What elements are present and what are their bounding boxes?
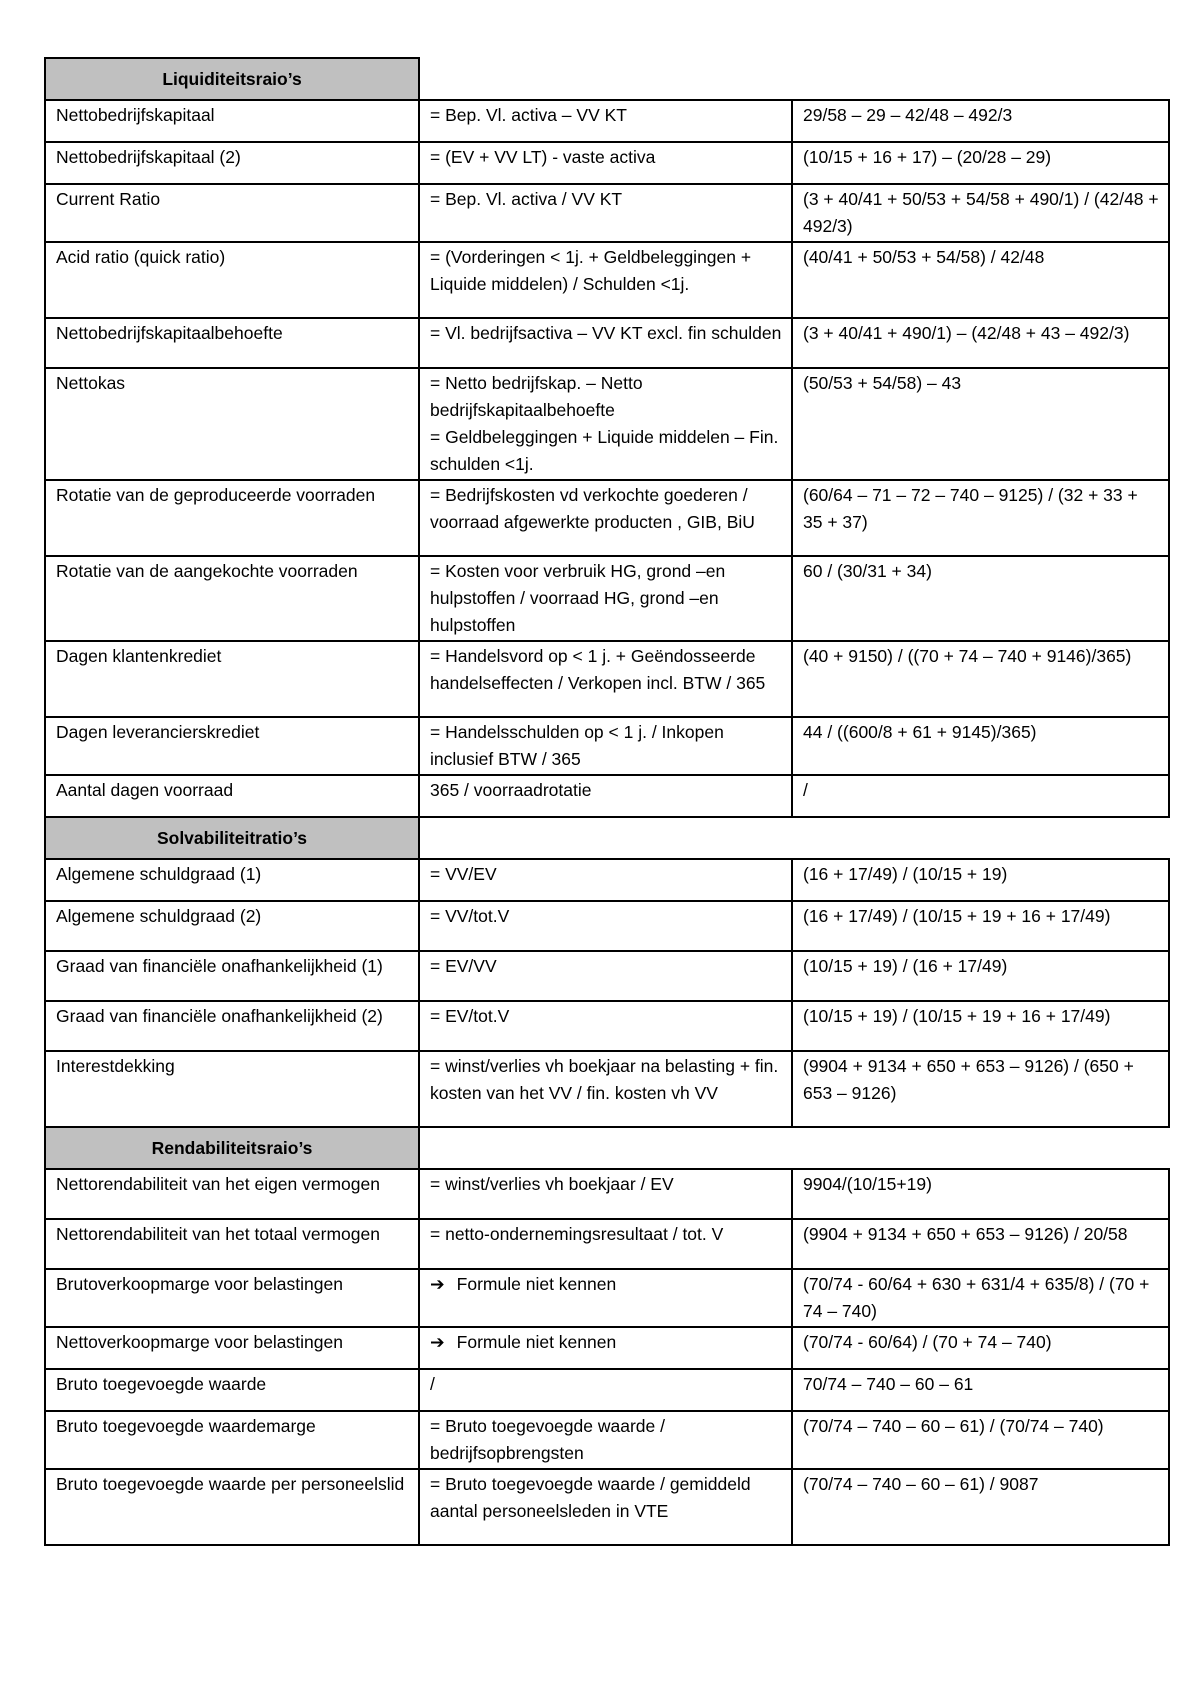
ratio-row: [45, 1369, 1169, 1411]
ratio-account-codes: (60/64 – 71 – 72 – 740 – 9125) / (32 + 33 + 35 + 37): [792, 480, 1169, 556]
ratio-formula: [419, 242, 792, 318]
section-header: [45, 1127, 1169, 1169]
ratio-formula: [419, 368, 792, 480]
ratio-account-codes: 60 / (30/31 + 34): [792, 556, 1169, 641]
ratio-formula: [419, 1469, 792, 1545]
ratio-name: Graad van financiële onafhankelijkheid (2): [45, 1001, 419, 1051]
ratio-account-codes: (70/74 - 60/64 + 630 + 631/4 + 635/8) / (70 + 74 – 740): [792, 1269, 1169, 1327]
ratio-account-codes: (50/53 + 54/58) – 43: [792, 368, 1169, 480]
ratio-account-codes: (9904 + 9134 + 650 + 653 – 9126) / 20/58: [792, 1219, 1169, 1269]
formula-line: = Vl. bedrijfsactiva – VV KT excl. fin schulden: [430, 323, 782, 343]
ratio-row: [45, 717, 1169, 775]
ratio-account-codes: (10/15 + 19) / (16 + 17/49): [792, 951, 1169, 1001]
ratio-row: [45, 1327, 1169, 1369]
formula-line: Formule niet kennen: [456, 1274, 617, 1294]
ratio-name: Graad van financiële onafhankelijkheid (1): [45, 951, 419, 1001]
formula-line: = VV/tot.V: [430, 906, 510, 926]
ratio-formula: [419, 1169, 792, 1219]
ratio-row: [45, 556, 1169, 641]
formula-line: = Bruto toegevoegde waarde / gemiddeld aantal personeelsleden in VTE: [430, 1474, 751, 1521]
ratio-name: Algemene schuldgraad (2): [45, 901, 419, 951]
formula-line: = Bedrijfskosten vd verkochte goederen / voorraad afgewerkte producten , GIB, BiU: [430, 485, 755, 532]
ratio-account-codes: 70/74 – 740 – 60 – 61: [792, 1369, 1169, 1411]
ratio-row: [45, 641, 1169, 717]
formula-line: = Bruto toegevoegde waarde / bedrijfsopbrengsten: [430, 1416, 665, 1463]
ratio-name: Bruto toegevoegde waardemarge: [45, 1411, 419, 1469]
section-title: Liquiditeitsraio’s: [45, 58, 419, 100]
formula-line: = Bep. Vl. activa / VV KT: [430, 189, 623, 209]
ratio-name: Nettorendabiliteit van het totaal vermogen: [45, 1219, 419, 1269]
ratio-account-codes: (16 + 17/49) / (10/15 + 19 + 16 + 17/49): [792, 901, 1169, 951]
ratio-name: Nettoverkoopmarge voor belastingen: [45, 1327, 419, 1369]
ratio-formula: [419, 100, 792, 142]
ratio-account-codes: (3 + 40/41 + 490/1) – (42/48 + 43 – 492/3): [792, 318, 1169, 368]
ratio-row: [45, 1051, 1169, 1127]
ratio-account-codes: 9904/(10/15+19): [792, 1169, 1169, 1219]
ratio-formula: [419, 556, 792, 641]
ratio-formula: [419, 717, 792, 775]
ratio-name: Dagen klantenkrediet: [45, 641, 419, 717]
ratio-row: [45, 775, 1169, 817]
formula-line: = (Vorderingen < 1j. + Geldbeleggingen + Liquide middelen) / Schulden <1j.: [430, 247, 752, 294]
ratio-row: [45, 1469, 1169, 1545]
ratio-formula: [419, 1269, 792, 1327]
ratio-formula: [419, 480, 792, 556]
ratio-account-codes: (70/74 – 740 – 60 – 61) / 9087: [792, 1469, 1169, 1545]
ratio-row: [45, 859, 1169, 901]
ratio-account-codes: 44 / ((600/8 + 61 + 9145)/365): [792, 717, 1169, 775]
ratio-formula: [419, 1219, 792, 1269]
formula-line: Formule niet kennen: [456, 1332, 617, 1352]
ratio-name: Nettobedrijfskapitaalbehoefte: [45, 318, 419, 368]
ratio-name: Nettorendabiliteit van het eigen vermogen: [45, 1169, 419, 1219]
ratio-name: Nettobedrijfskapitaal (2): [45, 142, 419, 184]
ratio-name: Rotatie van de geproduceerde voorraden: [45, 480, 419, 556]
section-title: Rendabiliteitsraio’s: [45, 1127, 419, 1169]
ratio-account-codes: (70/74 – 740 – 60 – 61) / (70/74 – 740): [792, 1411, 1169, 1469]
ratio-account-codes: (70/74 - 60/64) / (70 + 74 – 740): [792, 1327, 1169, 1369]
ratio-formula: [419, 859, 792, 901]
section-header: [45, 817, 1169, 859]
ratio-row: [45, 242, 1169, 318]
ratio-formula: [419, 142, 792, 184]
ratio-name: Brutoverkoopmarge voor belastingen: [45, 1269, 419, 1327]
ratio-name: Algemene schuldgraad (1): [45, 859, 419, 901]
formula-line: = Geldbeleggingen + Liquide middelen – Fin. schulden <1j.: [430, 427, 779, 474]
ratio-account-codes: (16 + 17/49) / (10/15 + 19): [792, 859, 1169, 901]
ratio-account-codes: /: [792, 775, 1169, 817]
formula-line: = Handelsschulden op < 1 j. / Inkopen inclusief BTW / 365: [430, 722, 724, 769]
formula-line: = EV/VV: [430, 956, 497, 976]
ratio-row: [45, 318, 1169, 368]
ratio-row: [45, 1411, 1169, 1469]
arrow-right-icon: ➔: [430, 1274, 445, 1294]
ratio-formula: [419, 641, 792, 717]
ratio-row: [45, 184, 1169, 242]
ratio-row: [45, 368, 1169, 480]
formula-line: = winst/verlies vh boekjaar na belasting + fin. kosten van het VV / fin. kosten vh VV: [430, 1056, 779, 1103]
ratio-formula: [419, 1327, 792, 1369]
section-header-blank: [419, 817, 1169, 859]
ratio-name: Dagen leverancierskrediet: [45, 717, 419, 775]
ratio-row: [45, 142, 1169, 184]
formula-line: = VV/EV: [430, 864, 497, 884]
ratio-name: Aantal dagen voorraad: [45, 775, 419, 817]
formula-line: = (EV + VV LT) - vaste activa: [430, 147, 656, 167]
ratio-formula: [419, 1411, 792, 1469]
formula-line: = Kosten voor verbruik HG, grond –en hulpstoffen / voorraad HG, grond –en hulpstoffen: [430, 561, 726, 635]
ratio-formula: [419, 318, 792, 368]
ratio-name: Interestdekking: [45, 1051, 419, 1127]
ratio-table: [44, 57, 1170, 1546]
ratio-formula: [419, 951, 792, 1001]
ratio-formula: [419, 1001, 792, 1051]
ratio-row: [45, 901, 1169, 951]
ratio-formula: [419, 1051, 792, 1127]
ratio-row: [45, 951, 1169, 1001]
ratio-formula: [419, 775, 792, 817]
ratio-formula: [419, 1369, 792, 1411]
ratio-name: Acid ratio (quick ratio): [45, 242, 419, 318]
arrow-right-icon: ➔: [430, 1332, 445, 1352]
formula-line: = Netto bedrijfskap. – Netto bedrijfskapitaalbehoefte: [430, 373, 643, 420]
ratio-account-codes: (10/15 + 19) / (10/15 + 19 + 16 + 17/49): [792, 1001, 1169, 1051]
section-header-blank: [419, 58, 1169, 100]
ratio-account-codes: (10/15 + 16 + 17) – (20/28 – 29): [792, 142, 1169, 184]
formula-line: = Handelsvord op < 1 j. + Geëndosseerde handelseffecten / Verkopen incl. BTW / 365: [430, 646, 766, 693]
ratio-account-codes: (9904 + 9134 + 650 + 653 – 9126) / (650 + 653 – 9126): [792, 1051, 1169, 1127]
ratio-document: [44, 57, 1168, 1546]
ratio-row: [45, 1169, 1169, 1219]
ratio-name: Nettobedrijfskapitaal: [45, 100, 419, 142]
ratio-row: [45, 1269, 1169, 1327]
ratio-account-codes: (3 + 40/41 + 50/53 + 54/58 + 490/1) / (42/48 + 492/3): [792, 184, 1169, 242]
section-header: [45, 58, 1169, 100]
formula-line: = netto-ondernemingsresultaat / tot. V: [430, 1224, 724, 1244]
ratio-row: [45, 100, 1169, 142]
ratio-account-codes: (40/41 + 50/53 + 54/58) / 42/48: [792, 242, 1169, 318]
ratio-formula: [419, 901, 792, 951]
ratio-row: [45, 1001, 1169, 1051]
ratio-account-codes: 29/58 – 29 – 42/48 – 492/3: [792, 100, 1169, 142]
formula-line: = Bep. Vl. activa – VV KT: [430, 105, 627, 125]
section-title: Solvabiliteitratio’s: [45, 817, 419, 859]
ratio-row: [45, 1219, 1169, 1269]
formula-line: = winst/verlies vh boekjaar / EV: [430, 1174, 674, 1194]
formula-line: 365 / voorraadrotatie: [430, 780, 592, 800]
ratio-formula: [419, 184, 792, 242]
ratio-row: [45, 480, 1169, 556]
ratio-name: Bruto toegevoegde waarde per personeelslid: [45, 1469, 419, 1545]
ratio-name: Nettokas: [45, 368, 419, 480]
section-header-blank: [419, 1127, 1169, 1169]
ratio-name: Current Ratio: [45, 184, 419, 242]
ratio-account-codes: (40 + 9150) / ((70 + 74 – 740 + 9146)/365): [792, 641, 1169, 717]
ratio-name: Rotatie van de aangekochte voorraden: [45, 556, 419, 641]
formula-line: = EV/tot.V: [430, 1006, 510, 1026]
ratio-name: Bruto toegevoegde waarde: [45, 1369, 419, 1411]
formula-line: /: [430, 1374, 435, 1394]
